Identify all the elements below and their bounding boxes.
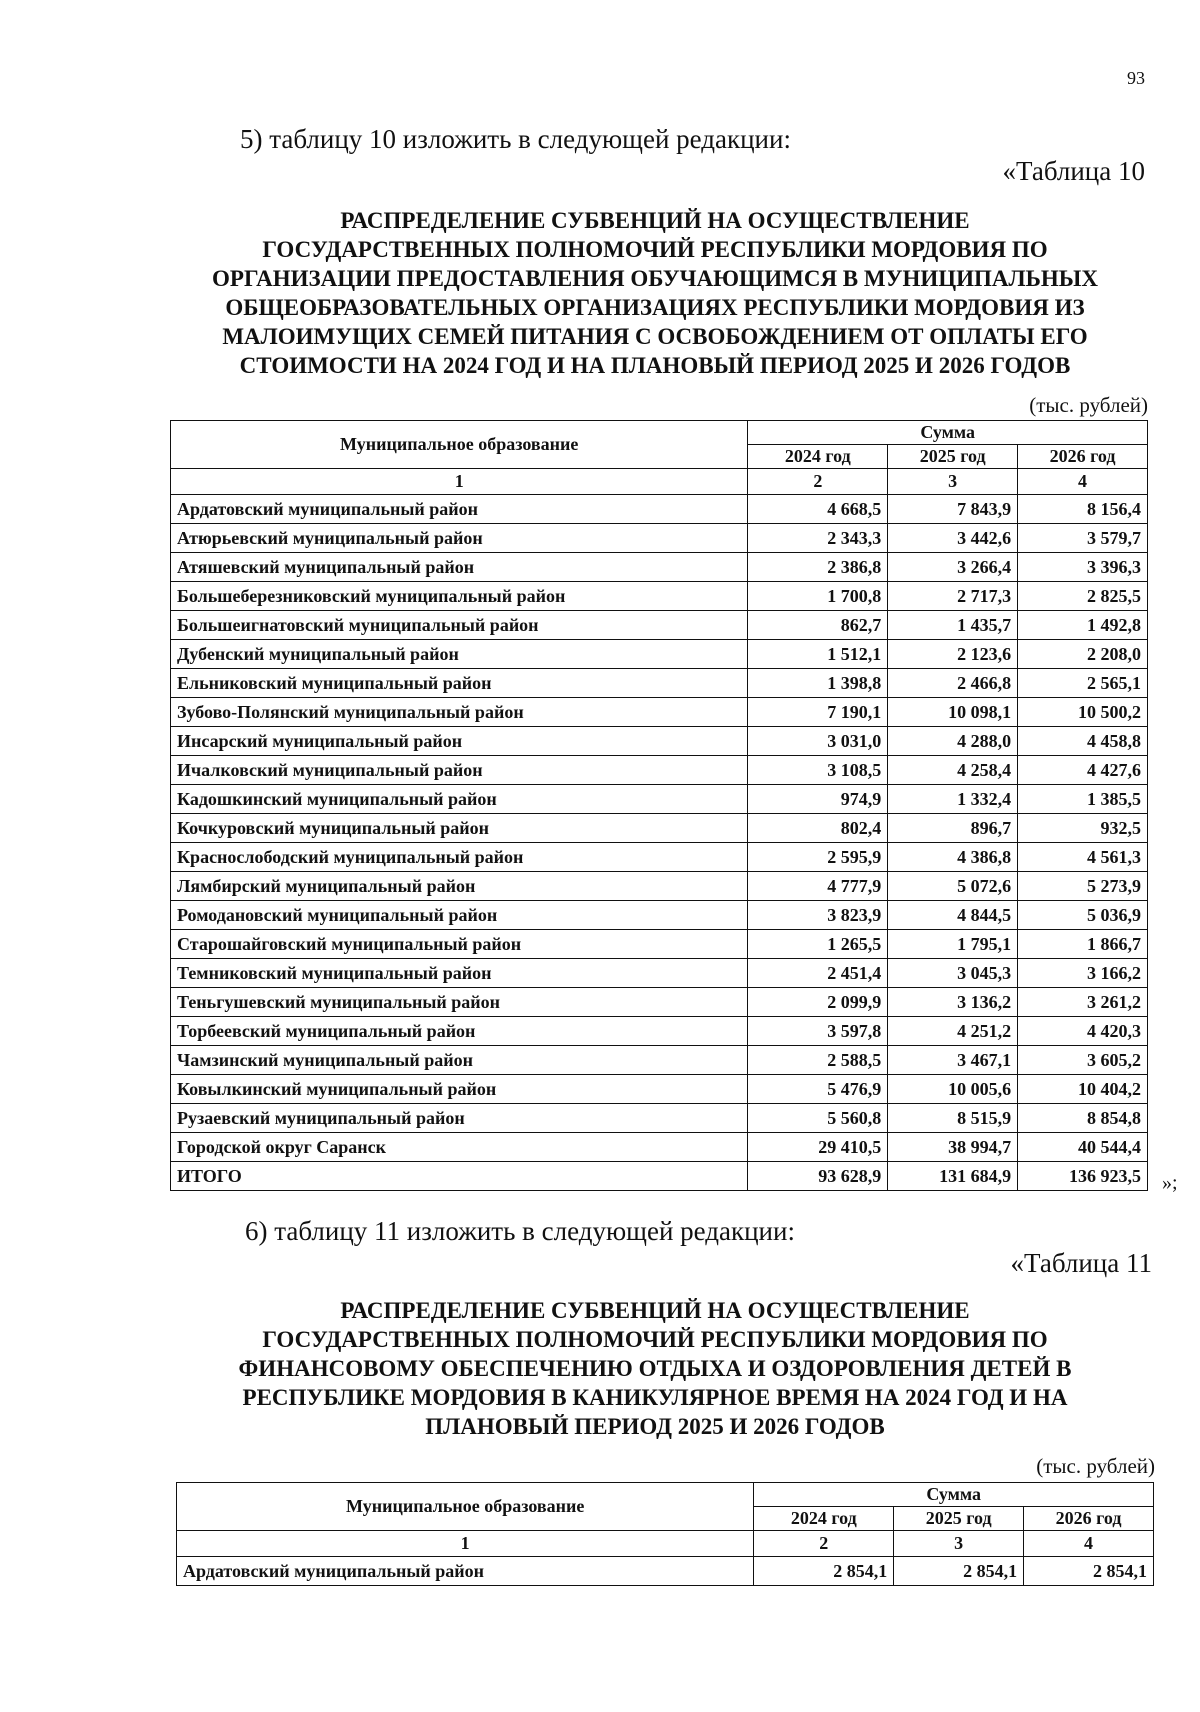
amount-cell: 1 398,8 <box>748 669 888 698</box>
amount-cell: 38 994,7 <box>888 1133 1018 1162</box>
amount-cell: 4 777,9 <box>748 872 888 901</box>
municipality-cell: Большеберезниковский муниципальный район <box>171 582 748 611</box>
amount-cell: 3 823,9 <box>748 901 888 930</box>
total-row <box>171 1162 1148 1191</box>
amount-cell: 10 098,1 <box>888 698 1018 727</box>
municipality-cell: Ромодановский муниципальный район <box>171 901 748 930</box>
header-sum: Сумма <box>754 1483 1154 1507</box>
header-year: 2025 год <box>894 1507 1024 1531</box>
municipality-cell: Кочкуровский муниципальный район <box>171 814 748 843</box>
section6-instruction: 6) таблицу 11 изложить в следующей редакции: <box>245 1216 795 1246</box>
table-row <box>177 1557 1154 1586</box>
amount-cell: 862,7 <box>748 611 888 640</box>
amount-cell: 4 251,2 <box>888 1017 1018 1046</box>
heading-line: ОБЩЕОБРАЗОВАТЕЛЬНЫХ ОРГАНИЗАЦИЯХ РЕСПУБЛИКИ МОРДОВИЯ ИЗ <box>225 295 1085 320</box>
amount-cell: 2 565,1 <box>1018 669 1148 698</box>
index-cell: 2 <box>754 1531 894 1557</box>
amount-cell: 1 866,7 <box>1018 930 1148 959</box>
amount-cell: 4 561,3 <box>1018 843 1148 872</box>
amount-cell: 4 288,0 <box>888 727 1018 756</box>
amount-cell: 3 597,8 <box>748 1017 888 1046</box>
heading-line: СТОИМОСТИ НА 2024 ГОД И НА ПЛАНОВЫЙ ПЕРИОД 2025 И 2026 ГОДОВ <box>239 353 1071 378</box>
header-municipality: Муниципальное образование <box>171 421 748 469</box>
amount-cell: 5 476,9 <box>748 1075 888 1104</box>
section5-unit: (тыс. рублей) <box>1029 393 1148 417</box>
amount-cell: 3 136,2 <box>888 988 1018 1017</box>
amount-cell: 2 451,4 <box>748 959 888 988</box>
amount-cell: 1 795,1 <box>888 930 1018 959</box>
municipality-cell: Старошайговский муниципальный район <box>171 930 748 959</box>
amount-cell: 3 396,3 <box>1018 553 1148 582</box>
municipality-cell: Большеигнатовский муниципальный район <box>171 611 748 640</box>
amount-cell: 1 700,8 <box>748 582 888 611</box>
amount-cell: 5 072,6 <box>888 872 1018 901</box>
amount-cell: 4 844,5 <box>888 901 1018 930</box>
amount-cell: 3 579,7 <box>1018 524 1148 553</box>
table-row <box>171 843 1148 872</box>
municipality-cell: Краснослободский муниципальный район <box>171 843 748 872</box>
amount-cell: 5 560,8 <box>748 1104 888 1133</box>
table-row <box>171 1075 1148 1104</box>
heading-line: РАСПРЕДЕЛЕНИЕ СУБВЕНЦИЙ НА ОСУЩЕСТВЛЕНИЕ <box>340 208 970 233</box>
municipality-cell: Кадошкинский муниципальный район <box>171 785 748 814</box>
header-year: 2024 год <box>754 1507 894 1531</box>
amount-cell: 3 261,2 <box>1018 988 1148 1017</box>
amount-cell: 3 442,6 <box>888 524 1018 553</box>
total-amount: 136 923,5 <box>1018 1162 1148 1191</box>
header-municipality: Муниципальное образование <box>177 1483 754 1531</box>
municipality-cell: Лямбирский муниципальный район <box>171 872 748 901</box>
municipality-cell: Темниковский муниципальный район <box>171 959 748 988</box>
table-row <box>171 785 1148 814</box>
amount-cell: 7 190,1 <box>748 698 888 727</box>
table-row <box>171 814 1148 843</box>
section6-unit: (тыс. рублей) <box>1036 1454 1155 1478</box>
total-amount: 93 628,9 <box>748 1162 888 1191</box>
amount-cell: 3 467,1 <box>888 1046 1018 1075</box>
table-row <box>171 988 1148 1017</box>
index-cell: 2 <box>748 469 888 495</box>
amount-cell: 3 166,2 <box>1018 959 1148 988</box>
amount-cell: 1 385,5 <box>1018 785 1148 814</box>
heading-line: РЕСПУБЛИКЕ МОРДОВИЯ В КАНИКУЛЯРНОЕ ВРЕМЯ НА 2024 ГОД И НА <box>242 1385 1068 1410</box>
table-10-closing-quote: »; <box>1162 1172 1178 1194</box>
table-row <box>171 640 1148 669</box>
amount-cell: 2 386,8 <box>748 553 888 582</box>
amount-cell: 1 332,4 <box>888 785 1018 814</box>
table-row <box>171 1046 1148 1075</box>
table-row <box>171 524 1148 553</box>
municipality-cell: Ардатовский муниципальный район <box>177 1557 754 1586</box>
table-row <box>171 582 1148 611</box>
table-row <box>171 756 1148 785</box>
heading-line: ГОСУДАРСТВЕННЫХ ПОЛНОМОЧИЙ РЕСПУБЛИКИ МОРДОВИЯ ПО <box>262 237 1048 262</box>
table-row <box>171 495 1148 524</box>
amount-cell: 1 435,7 <box>888 611 1018 640</box>
heading-line: МАЛОИМУЩИХ СЕМЕЙ ПИТАНИЯ С ОСВОБОЖДЕНИЕМ ОТ ОПЛАТЫ ЕГО <box>222 324 1088 349</box>
header-year: 2026 год <box>1018 445 1148 469</box>
amount-cell: 932,5 <box>1018 814 1148 843</box>
section5-instruction: 5) таблицу 10 изложить в следующей редакции: <box>240 124 791 154</box>
table-row <box>171 930 1148 959</box>
table-row <box>171 698 1148 727</box>
amount-cell: 5 273,9 <box>1018 872 1148 901</box>
heading-line: РАСПРЕДЕЛЕНИЕ СУБВЕНЦИЙ НА ОСУЩЕСТВЛЕНИЕ <box>340 1298 970 1323</box>
amount-cell: 2 208,0 <box>1018 640 1148 669</box>
page-number: 93 <box>1127 68 1145 88</box>
amount-cell: 802,4 <box>748 814 888 843</box>
municipality-cell: Атяшевский муниципальный район <box>171 553 748 582</box>
amount-cell: 896,7 <box>888 814 1018 843</box>
municipality-cell: Зубово-Полянский муниципальный район <box>171 698 748 727</box>
amount-cell: 4 458,8 <box>1018 727 1148 756</box>
heading-line: ФИНАНСОВОМУ ОБЕСПЕЧЕНИЮ ОТДЫХА И ОЗДОРОВЛЕНИЯ ДЕТЕЙ В <box>238 1356 1072 1381</box>
table-row <box>171 553 1148 582</box>
amount-cell: 3 266,4 <box>888 553 1018 582</box>
header-year: 2026 год <box>1024 1507 1154 1531</box>
table-row <box>171 1017 1148 1046</box>
amount-cell: 2 466,8 <box>888 669 1018 698</box>
amount-cell: 5 036,9 <box>1018 901 1148 930</box>
amount-cell: 3 605,2 <box>1018 1046 1148 1075</box>
amount-cell: 29 410,5 <box>748 1133 888 1162</box>
amount-cell: 2 854,1 <box>754 1557 894 1586</box>
heading-line: ГОСУДАРСТВЕННЫХ ПОЛНОМОЧИЙ РЕСПУБЛИКИ МОРДОВИЯ ПО <box>262 1327 1048 1352</box>
amount-cell: 2 343,3 <box>748 524 888 553</box>
amount-cell: 2 854,1 <box>1024 1557 1154 1586</box>
amount-cell: 4 420,3 <box>1018 1017 1148 1046</box>
amount-cell: 8 515,9 <box>888 1104 1018 1133</box>
header-sum: Сумма <box>748 421 1148 445</box>
amount-cell: 2 588,5 <box>748 1046 888 1075</box>
table-10 <box>170 420 1148 1191</box>
heading-line: ОРГАНИЗАЦИИ ПРЕДОСТАВЛЕНИЯ ОБУЧАЮЩИМСЯ В МУНИЦИПАЛЬНЫХ <box>212 266 1098 291</box>
amount-cell: 8 854,8 <box>1018 1104 1148 1133</box>
municipality-cell: Атюрьевский муниципальный район <box>171 524 748 553</box>
municipality-cell: Ичалковский муниципальный район <box>171 756 748 785</box>
amount-cell: 4 427,6 <box>1018 756 1148 785</box>
amount-cell: 10 500,2 <box>1018 698 1148 727</box>
amount-cell: 7 843,9 <box>888 495 1018 524</box>
amount-cell: 2 123,6 <box>888 640 1018 669</box>
amount-cell: 4 668,5 <box>748 495 888 524</box>
amount-cell: 10 404,2 <box>1018 1075 1148 1104</box>
amount-cell: 2 854,1 <box>894 1557 1024 1586</box>
section6-table-label: «Таблица 11 <box>1010 1248 1152 1278</box>
index-cell: 4 <box>1024 1531 1154 1557</box>
municipality-cell: Ельниковский муниципальный район <box>171 669 748 698</box>
amount-cell: 2 717,3 <box>888 582 1018 611</box>
amount-cell: 4 258,4 <box>888 756 1018 785</box>
table-row <box>171 611 1148 640</box>
table-row <box>171 901 1148 930</box>
amount-cell: 974,9 <box>748 785 888 814</box>
municipality-cell: Чамзинский муниципальный район <box>171 1046 748 1075</box>
municipality-cell: Торбеевский муниципальный район <box>171 1017 748 1046</box>
index-cell: 3 <box>888 469 1018 495</box>
municipality-cell: Городской округ Саранск <box>171 1133 748 1162</box>
table-row <box>171 959 1148 988</box>
municipality-cell: Теньгушевский муниципальный район <box>171 988 748 1017</box>
table-row <box>171 872 1148 901</box>
amount-cell: 8 156,4 <box>1018 495 1148 524</box>
amount-cell: 3 031,0 <box>748 727 888 756</box>
total-label: ИТОГО <box>171 1162 748 1191</box>
index-cell: 1 <box>177 1531 754 1557</box>
amount-cell: 2 825,5 <box>1018 582 1148 611</box>
index-cell: 1 <box>171 469 748 495</box>
index-cell: 4 <box>1018 469 1148 495</box>
header-year: 2024 год <box>748 445 888 469</box>
amount-cell: 1 512,1 <box>748 640 888 669</box>
total-amount: 131 684,9 <box>888 1162 1018 1191</box>
section5-table-label: «Таблица 10 <box>1002 156 1145 186</box>
amount-cell: 4 386,8 <box>888 843 1018 872</box>
table-row <box>171 669 1148 698</box>
amount-cell: 1 492,8 <box>1018 611 1148 640</box>
municipality-cell: Рузаевский муниципальный район <box>171 1104 748 1133</box>
amount-cell: 3 108,5 <box>748 756 888 785</box>
amount-cell: 1 265,5 <box>748 930 888 959</box>
municipality-cell: Инсарский муниципальный район <box>171 727 748 756</box>
amount-cell: 40 544,4 <box>1018 1133 1148 1162</box>
municipality-cell: Ковылкинский муниципальный район <box>171 1075 748 1104</box>
heading-line: ПЛАНОВЫЙ ПЕРИОД 2025 И 2026 ГОДОВ <box>425 1414 885 1439</box>
section5-heading <box>160 206 1150 380</box>
amount-cell: 10 005,6 <box>888 1075 1018 1104</box>
municipality-cell: Дубенский муниципальный район <box>171 640 748 669</box>
table-row <box>171 1133 1148 1162</box>
index-cell: 3 <box>894 1531 1024 1557</box>
municipality-cell: Ардатовский муниципальный район <box>171 495 748 524</box>
table-11 <box>176 1482 1154 1586</box>
header-year: 2025 год <box>888 445 1018 469</box>
amount-cell: 2 099,9 <box>748 988 888 1017</box>
table-row <box>171 1104 1148 1133</box>
table-row <box>171 727 1148 756</box>
section6-heading <box>160 1296 1150 1441</box>
amount-cell: 3 045,3 <box>888 959 1018 988</box>
amount-cell: 2 595,9 <box>748 843 888 872</box>
